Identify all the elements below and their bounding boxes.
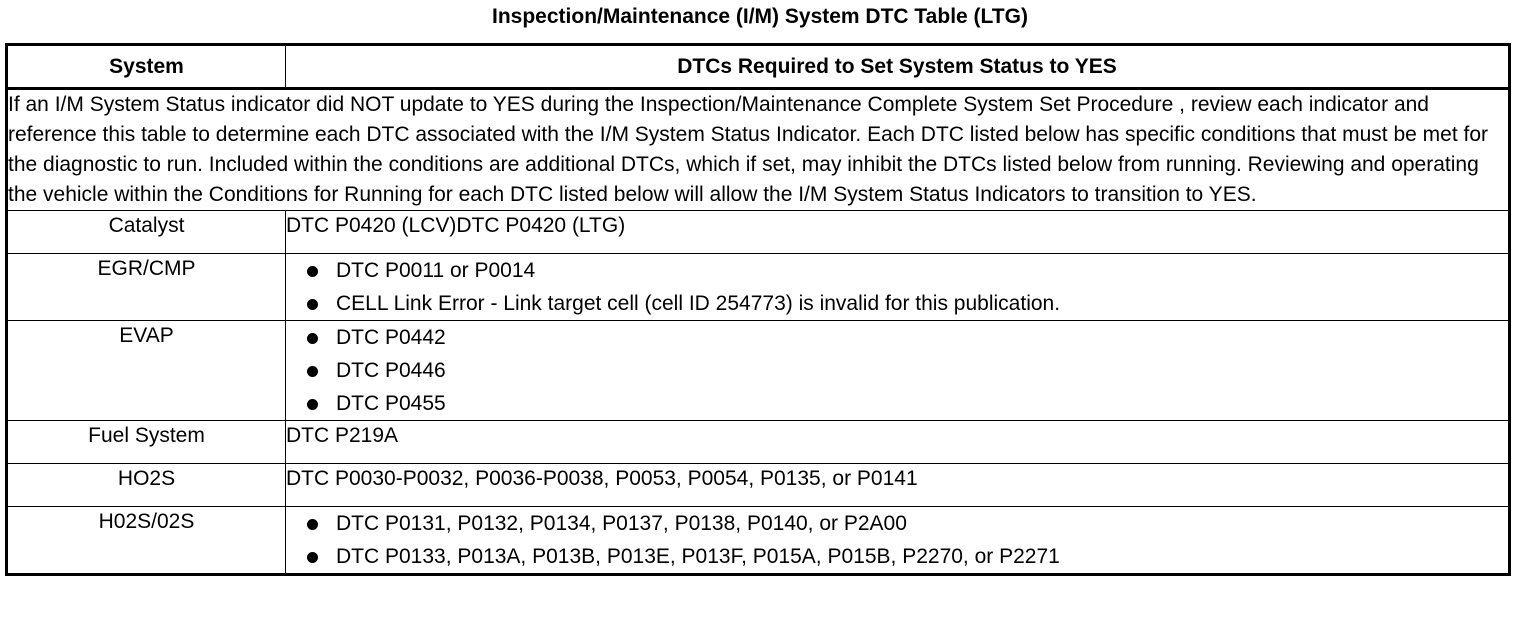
list-item-text: DTC P0133, P013A, P013B, P013E, P013F, P015A, P015B, P2270, or P2271 — [336, 545, 1060, 568]
bullet-icon — [307, 552, 318, 563]
header-dtcs: DTCs Required to Set System Status to YES — [286, 45, 1510, 89]
dtc-cell — [286, 254, 1510, 321]
list-item-text: DTC P0446 — [336, 359, 446, 382]
system-cell: HO2S — [7, 464, 286, 507]
list-item-text: DTC P0131, P0132, P0134, P0137, P0138, P0140, or P2A00 — [336, 512, 907, 535]
dtc-cell — [286, 321, 1510, 421]
header-system: System — [7, 45, 286, 89]
list-item-text: DTC P0455 — [336, 392, 446, 415]
table-row — [7, 321, 1510, 421]
bullet-icon — [307, 399, 318, 410]
table-row — [7, 254, 1510, 321]
system-cell: EGR/CMP — [7, 254, 286, 321]
list-item — [286, 540, 1508, 573]
list-item — [286, 254, 1508, 287]
dtc-list — [286, 254, 1508, 320]
dtc-list — [286, 507, 1508, 573]
bullet-icon — [307, 266, 318, 277]
list-item — [286, 287, 1508, 320]
bullet-icon — [307, 299, 318, 310]
table-row — [7, 464, 1510, 507]
table-title: Inspection/Maintenance (I/M) System DTC Table (LTG) — [492, 5, 1028, 28]
header-row — [7, 45, 1510, 89]
list-item — [286, 507, 1508, 540]
system-cell: Catalyst — [7, 211, 286, 254]
table-row — [7, 421, 1510, 464]
table-row — [7, 507, 1510, 575]
dtc-cell: DTC P0030-P0032, P0036-P0038, P0053, P0054, P0135, or P0141 — [286, 464, 1510, 507]
list-item — [286, 387, 1508, 420]
list-item-text: CELL Link Error - Link target cell (cell ID 254773) is invalid for this publication. — [336, 292, 1061, 315]
list-item-text: DTC P0011 or P0014 — [336, 259, 536, 282]
table-row — [7, 211, 1510, 254]
bullet-icon — [307, 333, 318, 344]
system-cell: EVAP — [7, 321, 286, 421]
bullet-icon — [307, 519, 318, 530]
bullet-icon — [307, 366, 318, 377]
dtc-cell: DTC P0420 (LCV)DTC P0420 (LTG) — [286, 211, 1510, 254]
system-cell: Fuel System — [7, 421, 286, 464]
system-cell: H02S/02S — [7, 507, 286, 575]
list-item — [286, 321, 1508, 354]
list-item-text: DTC P0442 — [336, 326, 446, 349]
list-item — [286, 354, 1508, 387]
dtc-cell — [286, 507, 1510, 575]
dtc-list — [286, 321, 1508, 420]
intro-row — [7, 89, 1510, 211]
dtc-table — [5, 43, 1511, 576]
dtc-cell: DTC P219A — [286, 421, 1510, 464]
intro-text: If an I/M System Status indicator did NOT update to YES during the Inspection/Maintenance Complete System Set Procedure , review each indicator and reference this table to determine each DTC associated with the I/M System Status Indicator. Each DTC listed below has specific conditions that must be met for the diagnostic to run. Included within the conditions are additional DTCs, which if set, may inhibit the DTCs listed below from running. Reviewing and operating the vehicle within the Conditions for Running for each DTC listed below will allow the I/M System Status Indicators to transition to YES. — [7, 89, 1510, 211]
